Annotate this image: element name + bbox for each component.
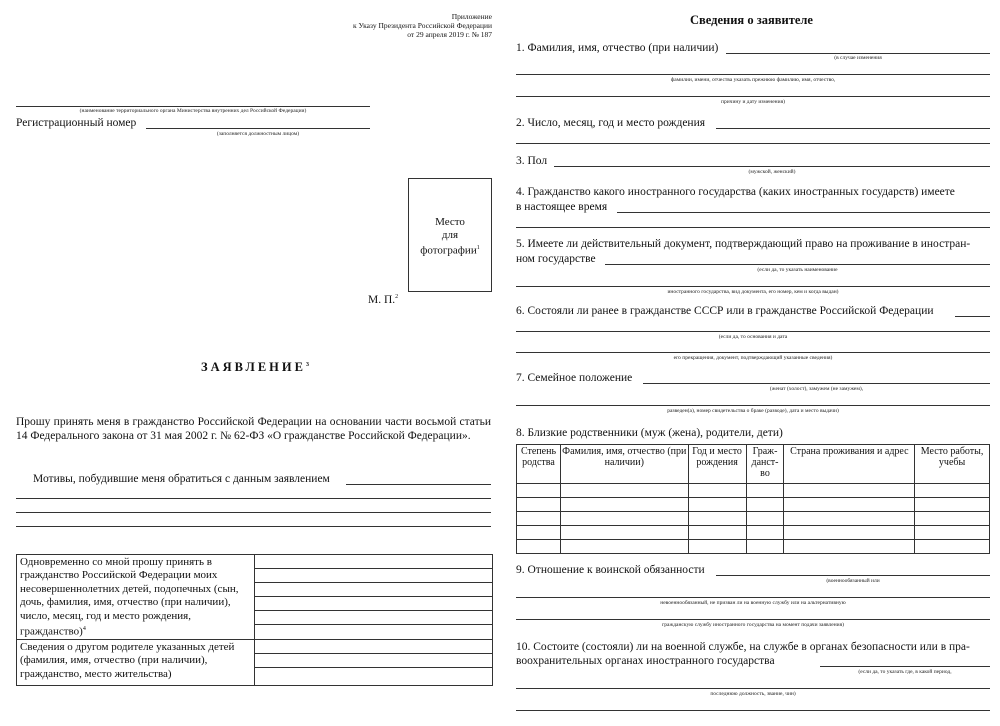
q2-field[interactable] xyxy=(716,128,990,129)
photo-text-1: Место xyxy=(435,216,465,228)
photo-text-3: фотографии xyxy=(420,244,477,257)
q3-caption: (мужской, женский) xyxy=(748,169,796,175)
other-parent-entry[interactable] xyxy=(255,667,492,668)
page-title xyxy=(201,360,312,375)
stamp-label: М. П. xyxy=(368,293,396,306)
col-address: Страна проживания и адрес xyxy=(784,445,915,484)
q1-field-2[interactable] xyxy=(516,74,990,75)
title-footnote: 3 xyxy=(305,361,312,368)
table-cell[interactable] xyxy=(784,512,915,526)
table-row xyxy=(517,498,990,512)
children-entry[interactable] xyxy=(255,568,492,569)
q5-label-2: ном государстве xyxy=(516,253,596,265)
q7-caption-1: (женат (холост), замужем (не замужем), xyxy=(769,386,864,392)
request-text: Прошу принять меня в гражданство Российской Федерации на основании части восьмой статьи 14 Федерального закона от 31 мая 2002 г. № 62-ФЗ «О гражданстве Российской Федерации». xyxy=(16,416,491,442)
q6-field[interactable] xyxy=(955,316,990,317)
q6-field-2[interactable] xyxy=(516,331,990,332)
q9-field[interactable] xyxy=(716,575,990,576)
q6-label: 6. Состояли ли ранее в гражданстве СССР или в гражданстве Российской Федерации xyxy=(516,305,934,317)
motives-field-1[interactable] xyxy=(346,484,491,485)
q4-label: 4. Гражданство какого иностранного государства (каких иностранных государств) имеете xyxy=(516,186,955,198)
table-cell[interactable] xyxy=(784,498,915,512)
q5-label: 5. Имеете ли действительный документ, подтверждающий право на проживание в иностран- xyxy=(516,238,971,250)
reg-number-field[interactable] xyxy=(146,128,370,129)
table-row xyxy=(517,512,990,526)
table-cell[interactable] xyxy=(784,526,915,540)
children-entry[interactable] xyxy=(255,596,492,597)
q2-label: 2. Число, месяц, год и место рождения xyxy=(516,117,706,129)
other-parent-entry[interactable] xyxy=(255,653,492,654)
children-text: Одновременно со мной прошу принять в гражданство Российской Федерации моих несовершеннолетних детей, подопечных (сын, дочь, фамилия, имя, отчество (при наличии), число, месяц, год и место рождения, гражданство) xyxy=(20,556,239,638)
q7-field[interactable] xyxy=(643,383,990,384)
table-cell[interactable] xyxy=(746,498,784,512)
q9-field-3[interactable] xyxy=(516,619,990,620)
other-parent-label: Сведения о другом родителе указанных детей (фамилия, имя, отчество (при наличии), гражданство, место жительства) xyxy=(20,641,235,680)
children-entry[interactable] xyxy=(255,610,492,611)
stamp-mark xyxy=(368,291,398,307)
table-cell[interactable] xyxy=(517,498,561,512)
table-cell[interactable] xyxy=(560,498,688,512)
col-birth: Год и место рождения xyxy=(688,445,746,484)
table-row xyxy=(517,526,990,540)
table-cell[interactable] xyxy=(688,540,746,554)
q3-label: 3. Пол xyxy=(516,155,548,167)
reg-number-caption: (заполняется должностным лицом) xyxy=(216,131,300,137)
q10-label: 10. Состоите (состояли) ли на военной службе, на службе в органах безопасности или в пра- xyxy=(516,641,970,653)
q9-label: 9. Отношение к воинской обязанности xyxy=(516,564,705,576)
q10-caption-1: (если да, то указать где, в какой период, xyxy=(858,669,952,675)
q1-label: 1. Фамилия, имя, отчество (при наличии) xyxy=(516,42,719,54)
applicant-info-title: Сведения о заявителе xyxy=(690,13,813,27)
table-cell[interactable] xyxy=(784,484,915,498)
q6-field-3[interactable] xyxy=(516,352,990,353)
table-header-row xyxy=(517,445,990,484)
q10-field-2[interactable] xyxy=(516,688,990,689)
q5-caption-2: иностранного государства, вид документа, его номер, кем и когда выдан) xyxy=(667,289,839,295)
q9-caption-2: невоеннообязанный, не призван ли на военную службу или на альтернативную xyxy=(660,600,846,606)
table-row xyxy=(517,484,990,498)
q5-field-2[interactable] xyxy=(516,286,990,287)
table-cell[interactable] xyxy=(688,512,746,526)
motives-field-2[interactable] xyxy=(16,498,491,499)
q9-field-2[interactable] xyxy=(516,597,990,598)
table-cell[interactable] xyxy=(560,526,688,540)
table-cell[interactable] xyxy=(746,512,784,526)
table-cell[interactable] xyxy=(517,512,561,526)
q8-label: 8. Близкие родственники (муж (жена), родители, дети) xyxy=(516,427,783,439)
q3-field[interactable] xyxy=(554,166,990,167)
title-text: ЗАЯВЛЕНИЕ xyxy=(201,360,306,374)
q9-caption-1: (военнообязанный или xyxy=(826,578,880,584)
q10-field-3[interactable] xyxy=(516,710,990,711)
q7-field-2[interactable] xyxy=(516,405,990,406)
table-row xyxy=(517,540,990,554)
q1-field-3[interactable] xyxy=(516,96,990,97)
q1-caption-2: фамилии, имени, отчества указать прежнюю фамилию, имя, отчество, xyxy=(670,77,836,83)
stamp-footnote: 2 xyxy=(395,294,399,300)
q4-field-2[interactable] xyxy=(516,227,990,228)
relatives-table xyxy=(516,444,990,554)
q10-field[interactable] xyxy=(820,666,990,667)
children-entry[interactable] xyxy=(255,582,492,583)
table-cell[interactable] xyxy=(517,526,561,540)
children-section xyxy=(16,554,493,686)
annex-line-1: Приложение xyxy=(451,12,492,21)
table-cell[interactable] xyxy=(915,540,990,554)
q6-caption-1: (если да, то основания и дата xyxy=(718,334,788,340)
reg-number-label: Регистрационный номер xyxy=(16,117,137,129)
q1-caption-1: (в случае изменения xyxy=(834,55,882,61)
col-relation: Степень родства xyxy=(517,445,561,484)
motives-label: Мотивы, побудившие меня обратиться с данным заявлением xyxy=(33,473,330,485)
photo-box xyxy=(408,178,492,292)
col-work: Место работы, учебы xyxy=(915,445,990,484)
q5-caption-1: (если да, то указать наименование xyxy=(757,267,838,273)
authority-field[interactable] xyxy=(16,106,370,107)
table-cell[interactable] xyxy=(915,498,990,512)
children-label xyxy=(20,556,250,639)
table-cell[interactable] xyxy=(688,526,746,540)
motives-field-3[interactable] xyxy=(16,512,491,513)
table-cell[interactable] xyxy=(784,540,915,554)
q4-label-2: в настоящее время xyxy=(516,201,608,213)
q5-field[interactable] xyxy=(605,264,990,265)
table-cell[interactable] xyxy=(746,526,784,540)
annex-note xyxy=(353,12,492,39)
q7-label: 7. Семейное положение xyxy=(516,372,633,384)
children-footnote: 4 xyxy=(82,626,86,633)
q10-label-2: воохранительных органах иностранного государства xyxy=(516,655,775,667)
q7-caption-2: разведен(а), номер свидетельства о браке (разводе), дата и место выдачи) xyxy=(667,408,839,414)
col-citizenship: Граж-данст-во xyxy=(746,445,784,484)
q2-field-2[interactable] xyxy=(516,143,990,144)
children-entry[interactable] xyxy=(255,624,492,625)
table-cell[interactable] xyxy=(746,484,784,498)
table-cell[interactable] xyxy=(560,512,688,526)
table-cell[interactable] xyxy=(915,526,990,540)
col-name: Фамилия, имя, отчество (при наличии) xyxy=(560,445,688,484)
photo-footnote: 1 xyxy=(476,245,480,251)
divider xyxy=(254,555,255,685)
annex-line-3: от 29 апреля 2019 г. № 187 xyxy=(407,30,492,39)
authority-caption: (наименование территориального органа Министерства внутренних дел Российской Федерации) xyxy=(79,108,307,114)
divider xyxy=(17,639,492,640)
table-cell[interactable] xyxy=(915,484,990,498)
q6-caption-2: его прекращения, документ, подтверждающий указанные сведения) xyxy=(673,355,833,361)
q10-caption-2: последнюю должность, звание, чин) xyxy=(710,691,796,697)
table-cell[interactable] xyxy=(560,540,688,554)
table-cell[interactable] xyxy=(517,484,561,498)
q1-field[interactable] xyxy=(726,53,990,54)
table-cell[interactable] xyxy=(746,540,784,554)
photo-text-2: для xyxy=(441,229,459,241)
q4-field[interactable] xyxy=(617,212,990,213)
motives-field-4[interactable] xyxy=(16,526,491,527)
table-cell[interactable] xyxy=(517,540,561,554)
table-cell[interactable] xyxy=(560,484,688,498)
q9-caption-3: гражданскую службу иностранного государства на момент подачи заявления) xyxy=(662,622,844,628)
table-cell[interactable] xyxy=(688,484,746,498)
q1-caption-3: причину и дату изменения) xyxy=(721,99,785,105)
table-cell[interactable] xyxy=(915,512,990,526)
table-cell[interactable] xyxy=(688,498,746,512)
annex-line-2: к Указу Президента Российской Федерации xyxy=(352,21,492,30)
